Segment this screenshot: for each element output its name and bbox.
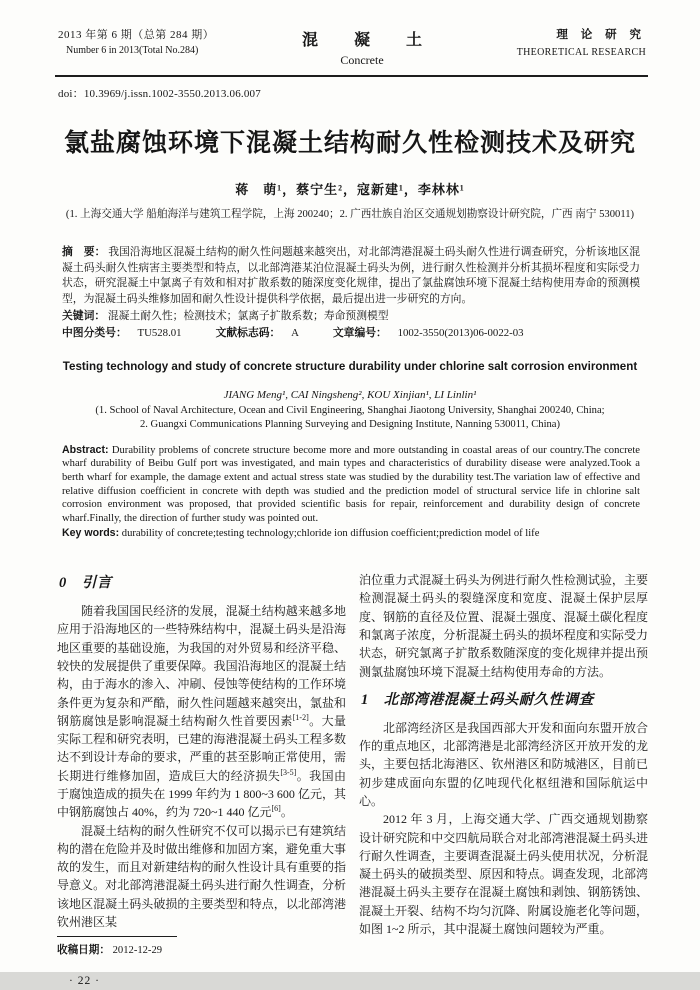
article-title: 氯盐腐蚀环境下混凝土结构耐久性检测技术及研究 (63, 129, 636, 157)
receipt-date-line (57, 941, 346, 960)
keywords-en-label: Key words: (62, 527, 120, 540)
column-info (486, 26, 646, 58)
doi-line: doi：10.3969/j.issn.1002-3550.2013.06.007 (58, 88, 261, 100)
journal-name-cn: 混 凝 土 (301, 32, 432, 49)
receipt-divider (57, 936, 177, 937)
keywords-text: 混凝土耐久性；检测技术；氯离子扩散系数；寿命预测模型 (107, 309, 389, 322)
article-id-label: 文章编号： (332, 327, 387, 340)
section-heading-0: 0 引言 (59, 575, 112, 592)
abstract-en-text: Durability problems of concrete structure become more and more outstanding in coastal areas of our country.The concrete wharf durability of Beibu Gulf port was investigated, and main types and characteristics of durability disease were analyzed.Took a berth wharf for example, the damage extent and actual stress state was studied by the durability test.The variation law of effective and relative diffusion coefficient in concrete with depth was studied and the prediction model of structural service life in chlorine salt corrosion environment was proposed, that provided scientific basis for repair, reinforcement and durability design of concrete wharf.Finally, the direction of further study was pointed out. (62, 444, 640, 524)
page-number: · 22 · (69, 974, 100, 987)
article-id-pair (333, 326, 524, 342)
intro-paragraph-1: 随着我国国民经济的发展，混凝土结构越来越多地应用于沿海地区的一些特殊结构中，混凝土码头是沿海地区重要的基础设施，为我国的对外贸易和经济平稳、较快的发展提供了重要保障。我国沿海地区的混凝土结构，由于海水的渗入、冲刷、侵蚀等使结构的工作环境条件更为复杂和严酷，耐久性问题越来越突出，氯盐和钢筋腐蚀是影响混凝土结构耐久性首要因素[1-2]。大量实际工程和研究表明，已建的海港混凝土码头工程多数达不到设计寿命的要求，严重的甚至影响正常使用，需长期进行维修加固，造成巨大的经济损失[3-5]。我国由于腐蚀造成的损失在 1999 年约为 1 800~3 600 亿元，其中钢筋腐蚀占 40%，约为 720~1 440 亿元[6]。 (57, 604, 346, 820)
english-affiliation-2: 2. Guangxi Communications Planning Surveying and Designing Institute, Nanning 530011, China) (139, 418, 561, 430)
keywords-cn (62, 309, 640, 325)
article-id-value: 1002-3550(2013)06-0022-03 (397, 327, 524, 340)
chinese-meta-block (62, 245, 640, 342)
column-name-en: THEORETICAL RESEARCH (516, 47, 646, 58)
receipt-date-value: 2012-12-29 (112, 945, 163, 957)
english-title: Testing technology and study of concrete structure durability under chlorine salt corrosion environment (62, 359, 638, 373)
left-column (57, 571, 346, 990)
clc-label: 中图分类号： (62, 327, 127, 340)
receipt-block (57, 936, 346, 960)
affiliation-line: (1. 上海交通大学 船舶海洋与建筑工程学院，上海 200240；2. 广西壮族自治区交通规划勘察设计研究院，广西 南宁 530011) (65, 209, 635, 221)
keywords-en (62, 527, 640, 541)
keywords-label: 关键词： (62, 309, 106, 322)
header-rule (55, 75, 648, 77)
abstract-text: 我国沿海地区混凝土结构的耐久性问题越来越突出，对北部湾港混凝土码头耐久性进行调查研究，分析该地区混凝土码头耐久性病害主要类型和特点，以北部湾港某泊位混凝土码头为例，进行耐久性检测并分析其损坏程度和实际受力状态，研究混凝土中氯离子有效和相对扩散系数的随深度变化规律，提出了氯盐腐蚀环境下混凝土结构使用寿命的预测模型，为混凝土码头维修加固和耐久性设计提供科学依据，最后提出进一步研究的方向。 (62, 246, 641, 306)
doc-code-label: 文献标志码： (215, 327, 281, 340)
clc-value: TU528.01 (137, 327, 182, 340)
doc-code-pair (216, 326, 299, 342)
issue-line-en: Number 6 in 2013(Total No.284) (66, 45, 199, 56)
intro-paragraph-2: 混凝土结构的耐久性研究不仅可以揭示已有建筑结构的潜在危险并及时做出维修和加固方案，避免重大事故的发生，而且对新建结构的耐久性设计具有重要的指导意义。对北部湾港混凝土码头进行耐久性调查，分析该地区混凝土码头破损的主要类型和特点，以北部湾港钦州港区某 (57, 823, 346, 930)
journal-header (0, 0, 700, 68)
english-affiliation-1: (1. School of Naval Architecture, Ocean and Civil Engineering, Shanghai Jiaotong University, Shanghai 200240, China; (95, 404, 605, 416)
column-name-cn: 理 论 研 究 (556, 29, 646, 41)
journal-name (292, 27, 432, 68)
body-columns (57, 571, 648, 990)
classification-row (62, 326, 640, 342)
issue-line-cn: 2013 年第 6 期（总第 284 期） (58, 29, 215, 41)
continuation-paragraph: 泊位重力式混凝土码头为例进行耐久性检测试验，主要检测混凝土码头的裂缝深度和宽度、混凝土保护层厚度、钢筋的直径及位置、混凝土强度、混凝土碳化程度和氯离子浓度，分析混凝土码头的损坏程度和实际受力状态，研究氯离子扩散系数随深度的变化规律并提出预测氯盐腐蚀环境下混凝土结构使用寿命的方法。 (359, 573, 648, 679)
issue-info (58, 26, 238, 56)
section-heading-1: 1 北部湾港混凝土码头耐久性调查 (361, 691, 594, 708)
english-authors: JIANG Meng¹, CAI Ningsheng², KOU Xinjian¹, LI Linlin¹ (223, 388, 477, 401)
abstract-label: 摘 要： (62, 246, 106, 259)
abstract-cn (62, 245, 640, 307)
clc-pair (62, 326, 182, 342)
doc-code-value: A (291, 327, 299, 340)
abstract-en (62, 444, 640, 526)
right-column (359, 571, 648, 990)
keywords-en-text: durability of concrete;testing technology;chloride ion diffusion coefficient;prediction model of life (121, 528, 540, 540)
survey-paragraph-1: 北部湾经济区是我国西部大开发和面向东盟开放合作的重点地区，北部湾港是北部湾经济区开放开发的龙头，主要包括北海港区、钦州港区和防城港区，目前已初步建成面向东盟的亿吨现代化枢纽港和国际航运中心。 (359, 720, 648, 808)
journal-name-en: Concrete (340, 53, 384, 67)
survey-paragraph-2: 2012 年 3 月，上海交通大学、广西交通规划勘察设计研究院和中交四航局联合对北部湾港混凝土码头进行耐久性调查，主要调查混凝土码头使用状况，分析混凝土码头的破损类型、原因和特点。调查发现，北部湾港混凝土码头主要存在混凝土腐蚀和剥蚀、钢筋锈蚀、混凝土开裂、结构不均匀沉降、附属设施老化等问题，如图 1~2 所示，其中混凝土腐蚀问题较为严重。 (359, 812, 648, 937)
receipt-date-label: 收稿日期： (57, 944, 110, 957)
authors-line: 蒋 萌¹，蔡宁生²，寇新建¹，李林林¹ (235, 182, 465, 198)
abstract-en-label: Abstract: (62, 443, 109, 456)
